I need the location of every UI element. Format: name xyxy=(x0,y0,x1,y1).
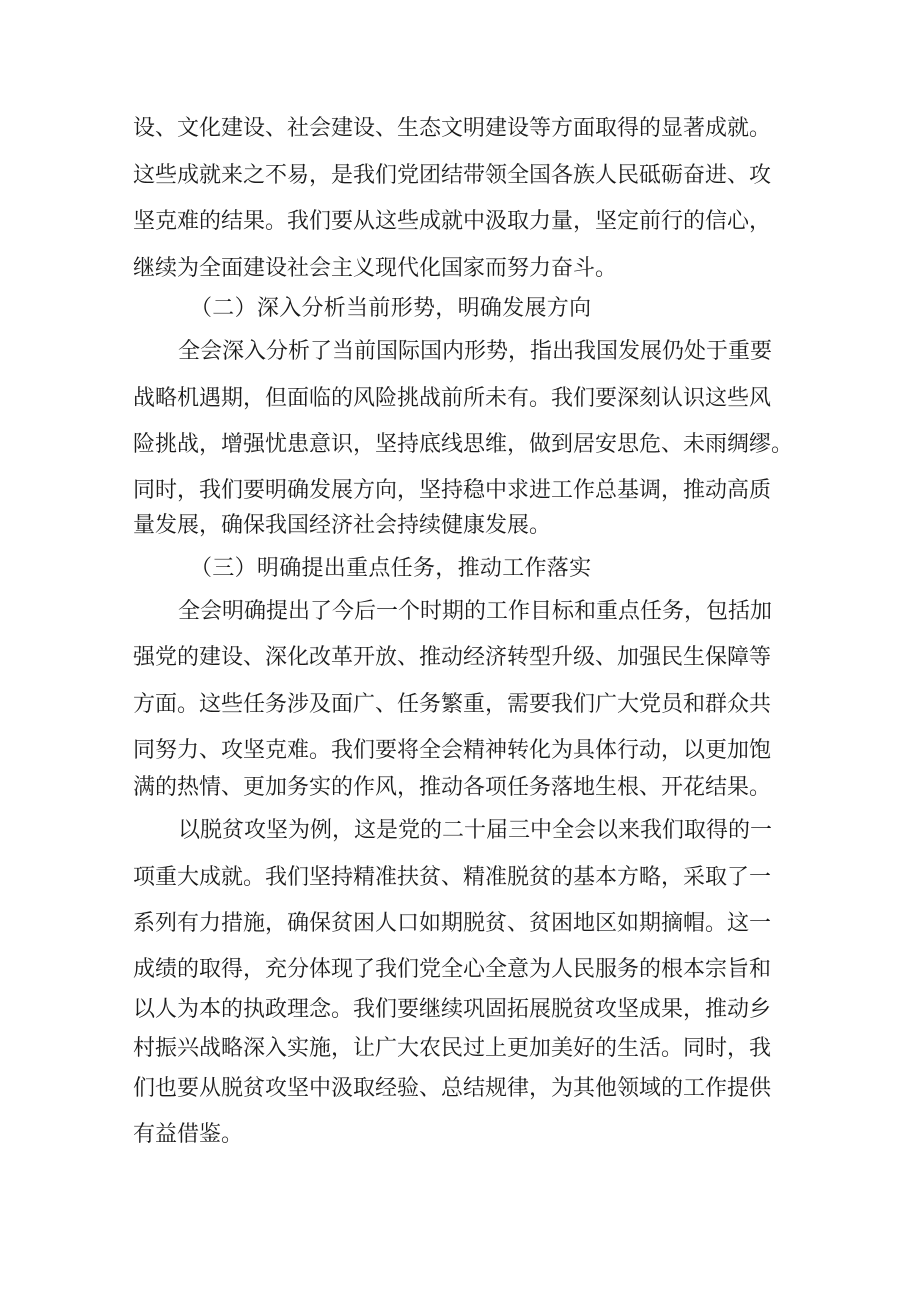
paragraph-line: 村振兴战略深入实施，让广大农民过上更加美好的生活。同时，我 xyxy=(133,1036,772,1061)
paragraph-line: 满的热情、更加务实的作风，推动各项任务落地生根、开花结果。 xyxy=(133,775,772,800)
paragraph-line: 战略机遇期，但面临的风险挑战前所未有。我们要深刻认识这些风 xyxy=(133,386,772,411)
paragraph-line: 继续为全面建设社会主义现代化国家而努力奋斗。 xyxy=(133,256,618,281)
paragraph-line: 这些成就来之不易，是我们党团结带领全国各族人民砥砺奋进、攻 xyxy=(133,163,772,188)
paragraph-line: 系列有力措施，确保贫困人口如期脱贫、贫困地区如期摘帽。这一 xyxy=(133,911,772,936)
paragraph-line: 设、文化建设、社会建设、生态文明建设等方面取得的显著成就。 xyxy=(133,116,772,141)
paragraph-line: 坚克难的结果。我们要从这些成就中汲取力量，坚定前行的信心， xyxy=(133,209,772,234)
paragraph-line: 同努力、攻坚克难。我们要将全会精神转化为具体行动，以更加饱 xyxy=(133,738,772,763)
paragraph-line: 们也要从脱贫攻坚中汲取经验、总结规律，为其他领域的工作提供 xyxy=(133,1076,772,1101)
paragraph-line: 全会深入分析了当前国际国内形势，指出我国发展仍处于重要 xyxy=(178,339,773,364)
paragraph-line: 同时，我们要明确发展方向，坚持稳中求进工作总基调，推动高质 xyxy=(133,478,772,503)
paragraph-line: 方面。这些任务涉及面广、任务繁重，需要我们广大党员和群众共 xyxy=(133,692,772,717)
paragraph-line: 有益借鉴。 xyxy=(133,1122,244,1147)
paragraph-line: 成绩的取得，充分体现了我们党全心全意为人民服务的根本宗旨和 xyxy=(133,957,772,982)
paragraph-line: 全会明确提出了今后一个时期的工作目标和重点任务，包括加 xyxy=(178,599,773,624)
section-heading: （二）深入分析当前形势，明确发展方向 xyxy=(190,296,592,321)
paragraph-line: 险挑战，增强忧患意识，坚持底线思维，做到居安思危、未雨绸缪。 xyxy=(133,432,794,457)
paragraph-line: 项重大成就。我们坚持精准扶贫、精准脱贫的基本方略，采取了一 xyxy=(133,865,772,890)
section-heading: （三）明确提出重点任务，推动工作落实 xyxy=(190,556,592,581)
paragraph-line: 量发展，确保我国经济社会持续健康发展。 xyxy=(133,513,552,538)
paragraph-line: 以脱贫攻坚为例，这是党的二十届三中全会以来我们取得的一 xyxy=(178,818,773,843)
paragraph-line: 以人为本的执政理念。我们要继续巩固拓展脱贫攻坚成果，推动乡 xyxy=(133,997,772,1022)
paragraph-line: 强党的建设、深化改革开放、推动经济转型升级、加强民生保障等 xyxy=(133,645,772,670)
